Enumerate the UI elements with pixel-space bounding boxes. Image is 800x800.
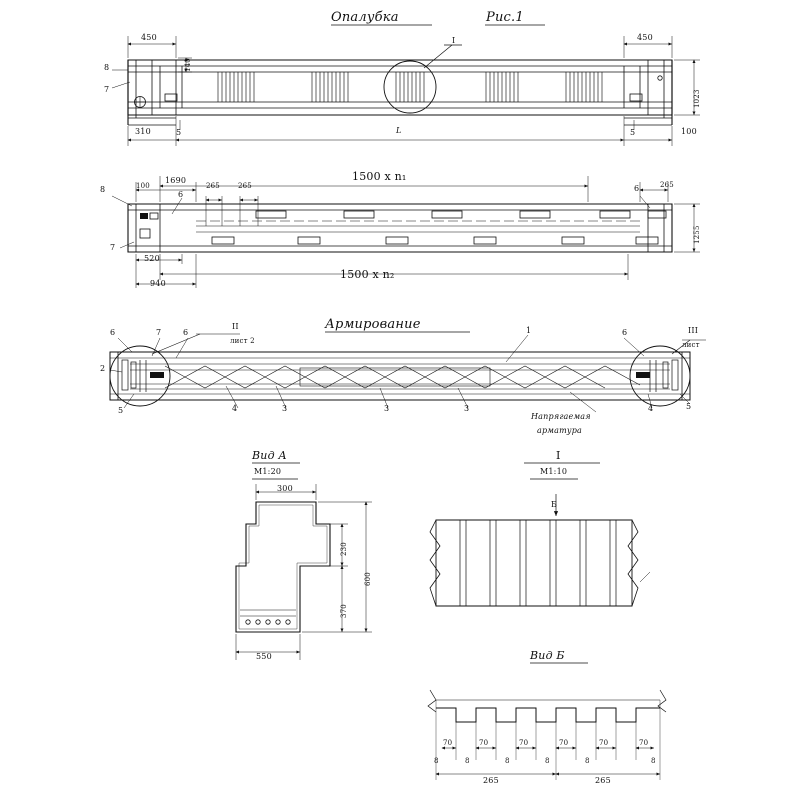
title-view-b: Вид Б bbox=[530, 649, 565, 662]
view3-mark-1: 1 bbox=[526, 326, 532, 335]
view2-dim-1690: 1690 bbox=[165, 176, 187, 185]
title-view-a: Вид А bbox=[252, 449, 287, 462]
view3-mark-2: 2 bbox=[100, 364, 106, 373]
view3-mark-5-left: 5 bbox=[118, 406, 124, 415]
viewb-dim-265a: 265 bbox=[483, 776, 499, 785]
view1-dim-right-450: 450 bbox=[637, 33, 653, 42]
title-fig: Рис.1 bbox=[486, 10, 524, 25]
view-a-scale: М1:20 bbox=[254, 467, 282, 476]
viewa-dim-230: 230 bbox=[340, 542, 348, 556]
viewb-dim-8-1: 8 bbox=[434, 757, 439, 765]
viewb-dim-70-5: 70 bbox=[599, 739, 609, 747]
prestressed-label-line2: арматура bbox=[537, 426, 583, 435]
view1-dim-left-450: 450 bbox=[141, 33, 157, 42]
view2-dim-265c: 265 bbox=[660, 181, 674, 189]
view3-mark-6c: 6 bbox=[622, 328, 628, 337]
detail-iii-callout: III bbox=[688, 326, 699, 335]
detail-i-label: I bbox=[556, 449, 561, 462]
viewb-dim-8-2: 8 bbox=[465, 757, 470, 765]
title-formwork: Опалубка bbox=[331, 10, 399, 25]
view2-mark-8: 8 bbox=[100, 185, 106, 194]
view2-dim-265b: 265 bbox=[238, 182, 252, 190]
viewb-dim-70-3: 70 bbox=[519, 739, 529, 747]
view2-dim-940: 940 bbox=[150, 279, 166, 288]
view1-mark-5-left: 5 bbox=[176, 128, 182, 137]
view1-dim-length: L bbox=[396, 126, 402, 135]
viewb-dim-70-2: 70 bbox=[479, 739, 489, 747]
detail-iii-sheet: лист bbox=[682, 341, 700, 349]
view2-dim-520: 520 bbox=[144, 254, 160, 263]
view3-mark-3a: 3 bbox=[282, 404, 288, 413]
view2-dim-100: 100 bbox=[136, 182, 150, 190]
view2-dim-top: 1500 x n₁ bbox=[352, 170, 407, 183]
view3-mark-7: 7 bbox=[156, 328, 162, 337]
view3-mark-3c: 3 bbox=[464, 404, 470, 413]
view3-mark-3b: 3 bbox=[384, 404, 390, 413]
viewb-dim-265b: 265 bbox=[595, 776, 611, 785]
viewa-dim-550: 550 bbox=[256, 652, 272, 661]
title-reinforcement: Армирование bbox=[325, 317, 421, 332]
viewb-dim-70-4: 70 bbox=[559, 739, 569, 747]
viewb-dim-8-3: 8 bbox=[505, 757, 510, 765]
detail-ii-sheet: лист 2 bbox=[230, 337, 255, 345]
view1-mark-8: 8 bbox=[104, 63, 110, 72]
detail-i-arrow-label: Б bbox=[551, 500, 558, 509]
view3-mark-4-right: 4 bbox=[648, 404, 654, 413]
view3-mark-6a: 6 bbox=[110, 328, 116, 337]
view3-mark-5-right: 5 bbox=[686, 402, 692, 411]
view2-mark-6-right: 6 bbox=[634, 184, 640, 193]
viewb-dim-8-6: 8 bbox=[651, 757, 656, 765]
view1-dim-100: 100 bbox=[681, 127, 697, 136]
viewb-dim-70-1: 70 bbox=[443, 739, 453, 747]
viewa-dim-600: 600 bbox=[364, 572, 372, 586]
detail-ii-callout: II bbox=[232, 322, 239, 331]
view1-dim-1023: 1023 bbox=[693, 89, 701, 108]
view2-mark-7: 7 bbox=[110, 243, 116, 252]
view2-dim-265a: 265 bbox=[206, 182, 220, 190]
view3-mark-4-left: 4 bbox=[232, 404, 238, 413]
detail-i-scale: М1:10 bbox=[540, 467, 568, 476]
viewb-dim-8-5: 8 bbox=[585, 757, 590, 765]
view2-mark-6-left: 6 bbox=[178, 190, 184, 199]
view1-mark-5-right: 5 bbox=[630, 128, 636, 137]
view1-mark-7: 7 bbox=[104, 85, 110, 94]
view2-dim-1255: 1255 bbox=[693, 225, 701, 244]
view1-dim-310: 310 bbox=[135, 127, 151, 136]
view2-dim-bottom: 1500 x n₂ bbox=[340, 268, 395, 281]
view1-dim-140: 140 bbox=[184, 58, 192, 72]
prestressed-label-line1: Напрягаемая bbox=[531, 412, 591, 421]
viewa-dim-300: 300 bbox=[277, 484, 293, 493]
view3-mark-6b: 6 bbox=[183, 328, 189, 337]
viewa-dim-370: 370 bbox=[340, 604, 348, 618]
viewb-dim-70-6: 70 bbox=[639, 739, 649, 747]
viewb-dim-8-4: 8 bbox=[545, 757, 550, 765]
detail-i-callout: I bbox=[452, 36, 456, 45]
